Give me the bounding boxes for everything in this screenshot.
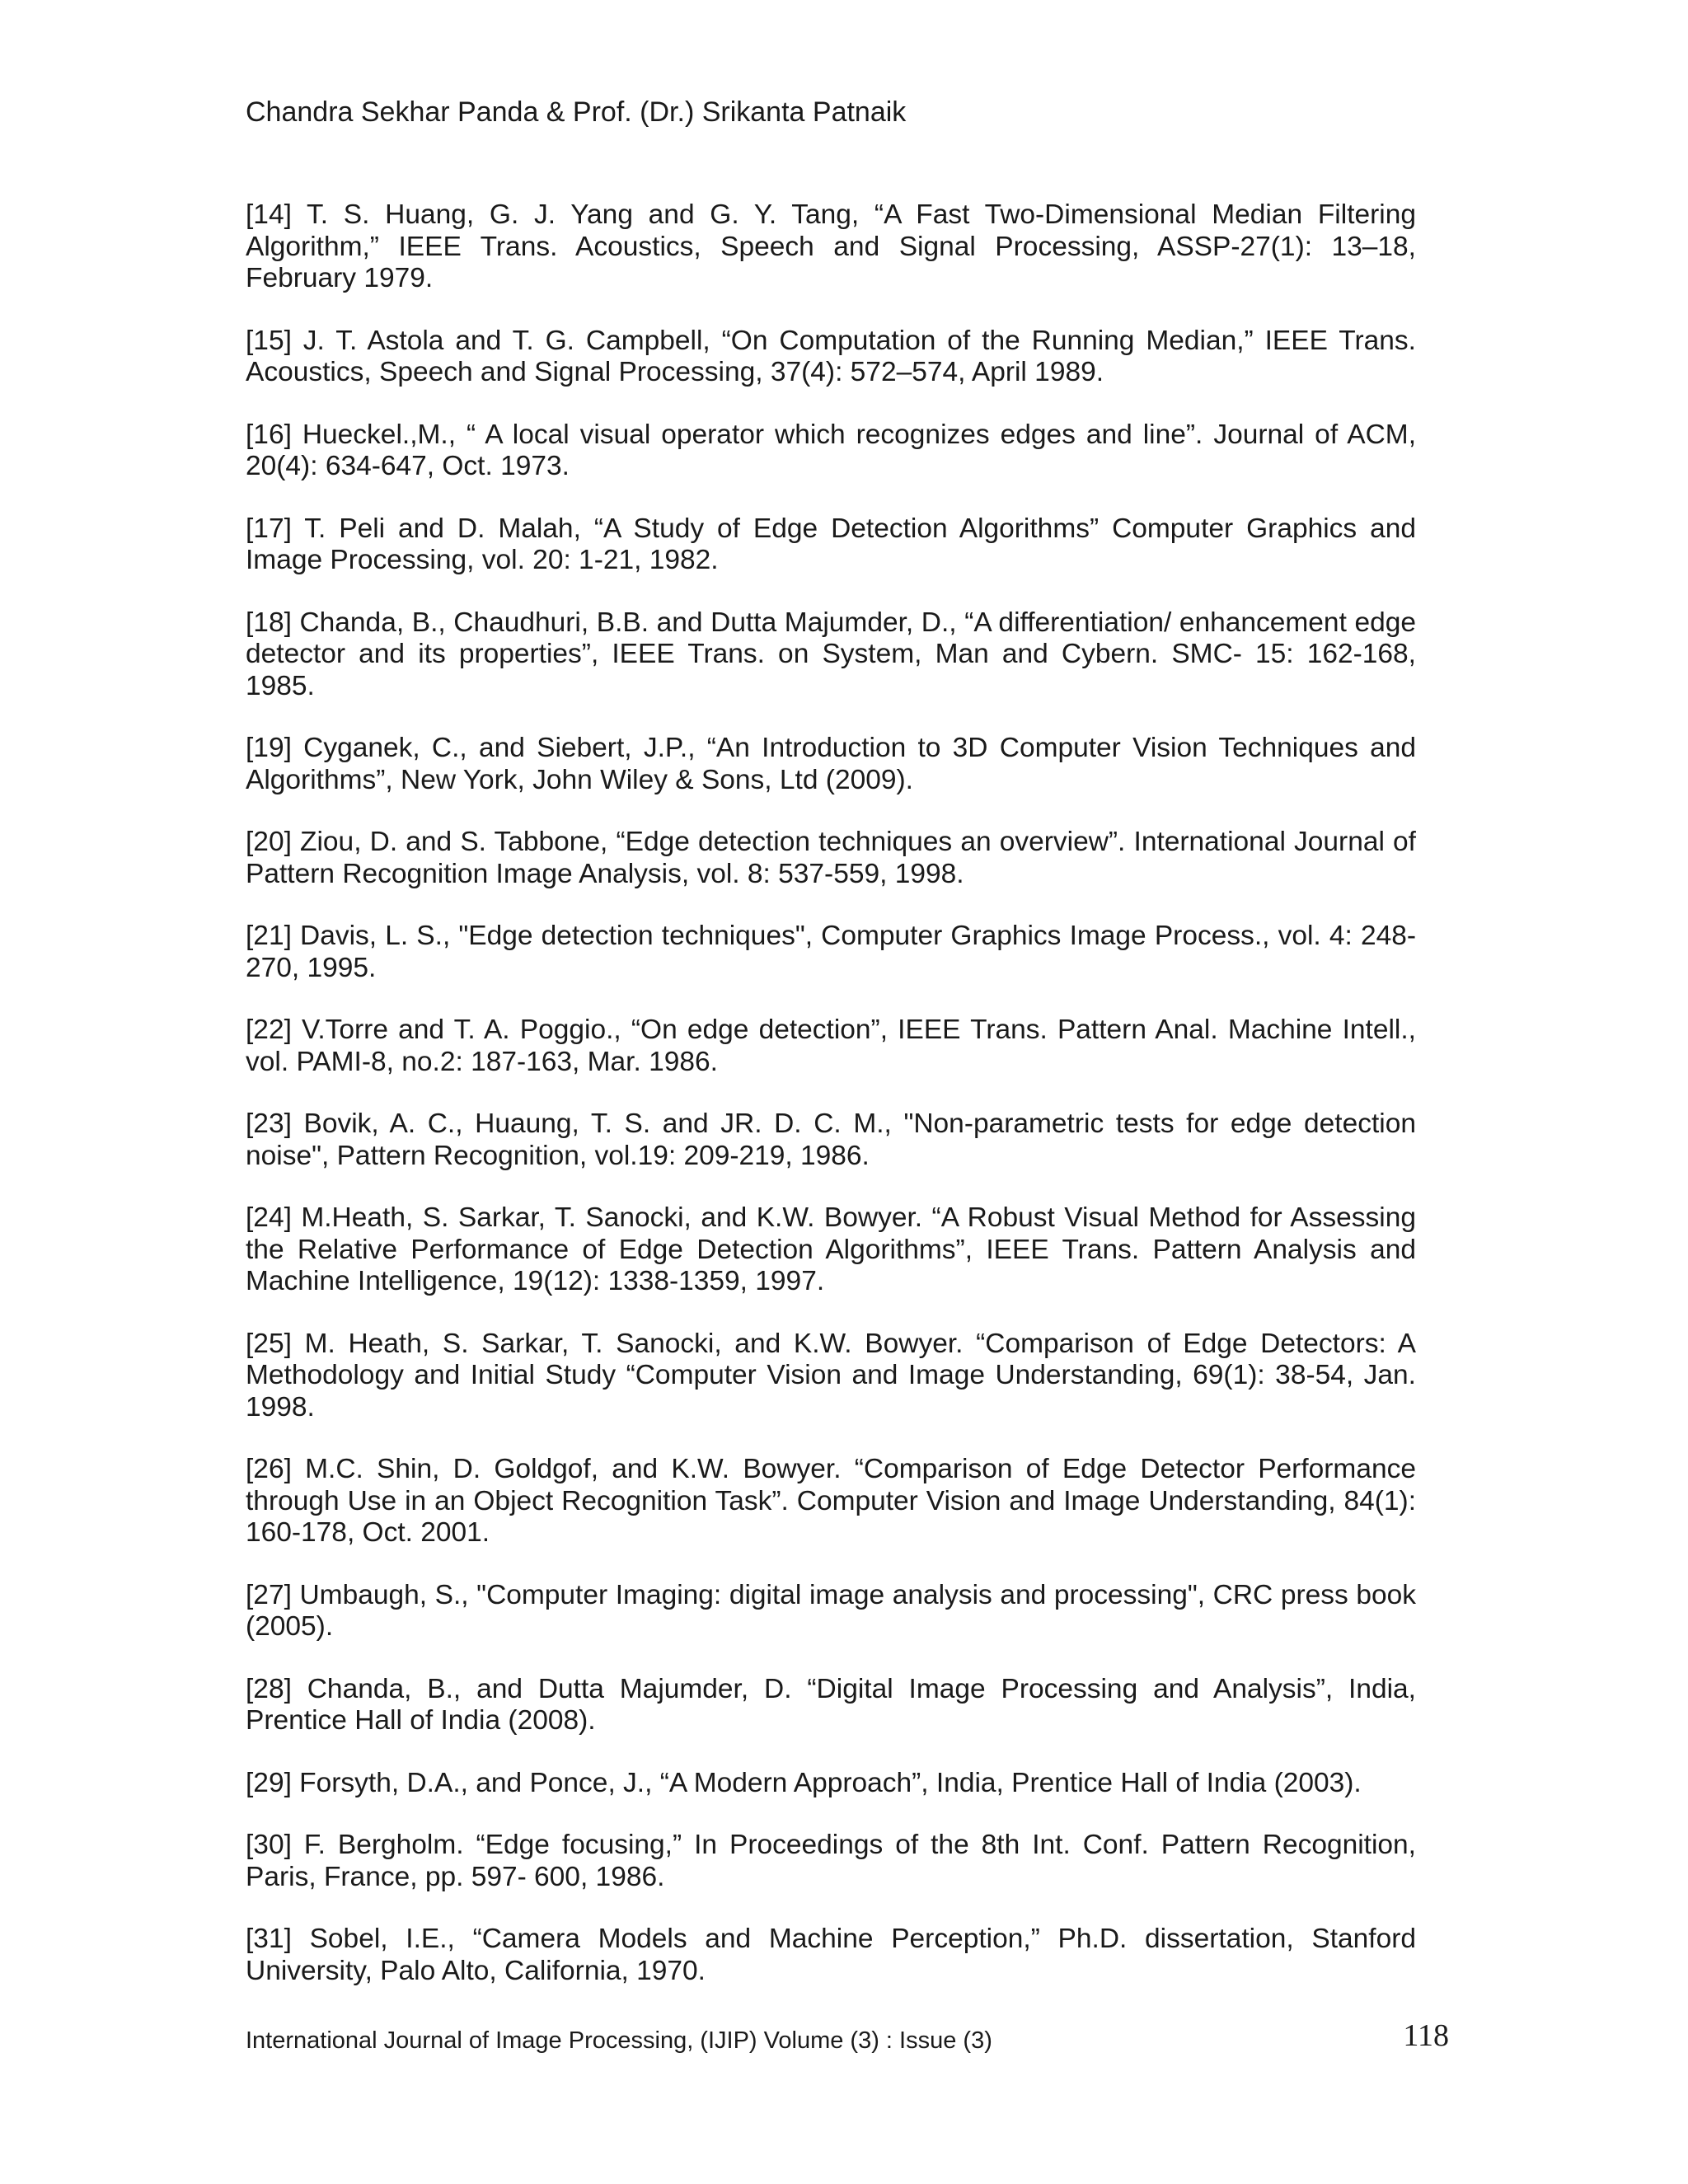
reference-item: [31] Sobel, I.E., “Camera Models and Machine Perception,” Ph.D. dissertation, Stanford University, Palo Alto, California, 1970.	[246, 1924, 1416, 1986]
reference-item: [28] Chanda, B., and Dutta Majumder, D. “Digital Image Processing and Analysis”, India, Prentice Hall of India (2008).	[246, 1673, 1416, 1736]
reference-item: [19] Cyganek, C., and Siebert, J.P., “An Introduction to 3D Computer Vision Techniques and Algorithms”, New York, John Wiley & Sons, Ltd (2009).	[246, 733, 1416, 795]
reference-item: [26] M.C. Shin, D. Goldgof, and K.W. Bowyer. “Comparison of Edge Detector Performance through Use in an Object Recognition Task”. Computer Vision and Image Understanding, 84(1): 160-178, Oct. 2001.	[246, 1454, 1416, 1548]
reference-item: [20] Ziou, D. and S. Tabbone, “Edge detection techniques an overview”. International Journal of Pattern Recognition Image Analysis, vol. 8: 537-559, 1998.	[246, 827, 1416, 889]
reference-item: [21] Davis, L. S., "Edge detection techniques", Computer Graphics Image Process., vol. 4: 248-270, 1995.	[246, 921, 1416, 983]
reference-item: [27] Umbaugh, S., "Computer Imaging: digital image analysis and processing", CRC press book (2005).	[246, 1579, 1416, 1642]
reference-item: [15] J. T. Astola and T. G. Campbell, “On Computation of the Running Median,” IEEE Trans. Acoustics, Speech and Signal Processing, 37(4): 572–574, April 1989.	[246, 325, 1416, 387]
reference-item: [22] V.Torre and T. A. Poggio., “On edge detection”, IEEE Trans. Pattern Anal. Machine Intell., vol. PAMI-8, no.2: 187-163, Mar. 1986.	[246, 1015, 1416, 1077]
reference-item: [16] Hueckel.,M., “ A local visual operator which recognizes edges and line”. Journal of ACM, 20(4): 634-647, Oct. 1973.	[246, 419, 1416, 481]
page-footer	[246, 2018, 1449, 2059]
page-number: 118	[1403, 2018, 1449, 2053]
footer-journal-info: International Journal of Image Processing, (IJIP) Volume (3) : Issue (3)	[246, 2027, 992, 2054]
reference-item: [18] Chanda, B., Chaudhuri, B.B. and Dutta Majumder, D., “A differentiation/ enhancement edge detector and its properties”, IEEE Trans. on System, Man and Cybern. SMC- 15: 162-168, 1985.	[246, 607, 1416, 701]
reference-item: [23] Bovik, A. C., Huaung, T. S. and JR. D. C. M., "Non-parametric tests for edge detection noise", Pattern Recognition, vol.19: 209-219, 1986.	[246, 1108, 1416, 1171]
running-head-authors: Chandra Sekhar Panda & Prof. (Dr.) Srikanta Patnaik	[246, 96, 907, 128]
reference-item: [24] M.Heath, S. Sarkar, T. Sanocki, and K.W. Bowyer. “A Robust Visual Method for Assessing the Relative Performance of Edge Detection Algorithms”, IEEE Trans. Pattern Analysis and Machine Intelligence, 19(12): 1338-1359, 1997.	[246, 1202, 1416, 1296]
reference-item: [25] M. Heath, S. Sarkar, T. Sanocki, and K.W. Bowyer. “Comparison of Edge Detectors: A Methodology and Initial Study “Computer Vision and Image Understanding, 69(1): 38-54, Jan. 1998.	[246, 1328, 1416, 1422]
reference-item: [30] F. Bergholm. “Edge focusing,” In Proceedings of the 8th Int. Conf. Pattern Recognition, Paris, France, pp. 597- 600, 1986.	[246, 1830, 1416, 1892]
reference-item: [17] T. Peli and D. Malah, “A Study of Edge Detection Algorithms” Computer Graphics and Image Processing, vol. 20: 1-21, 1982.	[246, 513, 1416, 575]
reference-list	[246, 199, 1416, 2018]
reference-item: [29] Forsyth, D.A., and Ponce, J., “A Modern Approach”, India, Prentice Hall of India (2003).	[246, 1767, 1362, 1798]
reference-item: [14] T. S. Huang, G. J. Yang and G. Y. Tang, “A Fast Two-Dimensional Median Filtering Algorithm,” IEEE Trans. Acoustics, Speech and Signal Processing, ASSP-27(1): 13–18, February 1979.	[246, 199, 1416, 293]
